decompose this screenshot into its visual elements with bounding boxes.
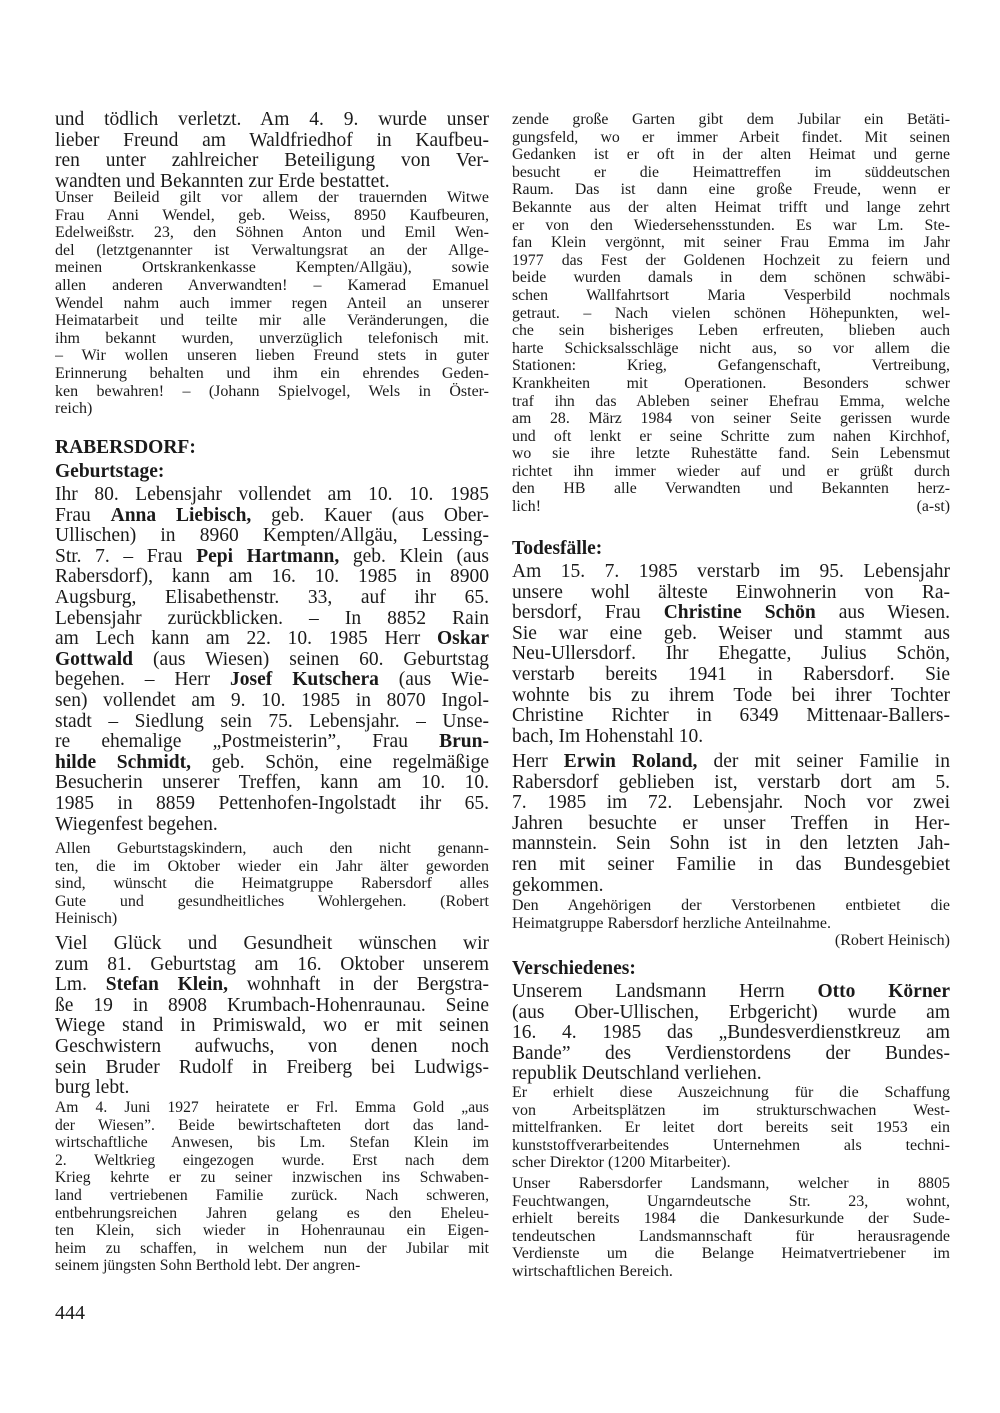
- bold-name: Oskar: [436, 629, 489, 650]
- text-line: [55, 712, 489, 733]
- text-line: [55, 629, 489, 650]
- text-segment: 2. Weltkrieg eingezogen wurde. Erst nach dem: [55, 1151, 489, 1169]
- text-line: [512, 1023, 950, 1044]
- text-line: [55, 259, 489, 277]
- text-line: [55, 858, 489, 876]
- text-line: [512, 1084, 950, 1102]
- text-segment: Wiegenfest begehen.: [55, 814, 218, 835]
- bold-name: Stefan Klein,: [105, 975, 228, 996]
- text-segment: meinen Ortskrankenkasse Kempten/Allgäu), sowie: [55, 259, 489, 277]
- text-line: [512, 269, 950, 287]
- text-line: [55, 1078, 489, 1099]
- text-segment: Ullischen) in 8960 Kempten/Allgäu, Lessing-: [55, 526, 489, 547]
- text-line: [55, 1134, 489, 1152]
- text-line: [512, 463, 950, 481]
- text-segment: ihm bekannt wurden, unverzüglich telefonisch mit.: [55, 329, 489, 347]
- text-line: [512, 706, 950, 727]
- text-line: [55, 996, 489, 1017]
- text-segment: lieber Freund am Waldfriedhof in Kaufbeu-: [55, 130, 489, 151]
- text-line: [512, 603, 950, 624]
- text-segment: geb. Kauer (aus Ober-: [251, 505, 489, 526]
- text-segment: Heinisch): [55, 910, 118, 928]
- text-segment: fan Klein vergönnt, mit seiner Frau Emma im Jahr: [512, 234, 950, 252]
- text-line: [55, 1037, 489, 1058]
- text-segment: er von den Wiedersehensstunden. Es war Lm. Ste-: [512, 216, 950, 234]
- author-signature: (Robert Heinisch): [834, 932, 950, 950]
- text-segment: richtet ihn immer wieder auf und er grüßt durch: [512, 462, 950, 480]
- text-segment: wo sie ihre letzte Ruhestätte fand. Sein Lebensmut: [512, 445, 950, 463]
- text-line: [55, 330, 489, 348]
- text-line: [55, 224, 489, 242]
- text-segment: ken bewahren! – (Johann Spielvogel, Wels in Öster-: [55, 382, 489, 400]
- text-segment: Neu-Ullersdorf. Ihr Ehegatte, Julius Schön,: [512, 644, 950, 665]
- text-line: [55, 547, 489, 568]
- text-line: [55, 732, 489, 753]
- text-segment: 16. 4. 1985 das „Bundesverdienstkreuz am: [512, 1023, 950, 1044]
- text-line: [55, 1240, 489, 1258]
- author-signature: (a-st): [916, 497, 950, 515]
- paragraph-lines: [512, 111, 950, 516]
- text-line: [512, 357, 950, 375]
- paragraph-landsmann-award: [512, 1175, 950, 1281]
- text-segment: Sie war eine geb. Weiser und stammt aus: [512, 623, 950, 644]
- text-segment: unsere wohl älteste Einwohnerin von Ra-: [512, 582, 950, 603]
- text-line: [512, 1102, 950, 1120]
- text-segment: harte Schicksalsschläge nicht aus, so vor allem die: [512, 339, 950, 357]
- text-segment: Viel Glück und Gesundheit wünschen wir: [55, 934, 489, 954]
- text-segment: Christine Richter in 6349 Mittenaar-Ballers-: [512, 706, 950, 727]
- text-segment: Heimatgruppe Rabersdorf herzliche Anteilnahme.: [512, 914, 831, 932]
- bold-name: Josef Kutschera: [230, 670, 379, 691]
- text-line: [512, 375, 950, 393]
- text-segment: mannstein. Sein Sohn ist in den letzten Jah-: [512, 834, 950, 855]
- text-line: [512, 322, 950, 340]
- text-line: [55, 485, 489, 506]
- text-segment: Wendel nahm auch immer regen Anteil an unserer: [55, 294, 489, 312]
- text-segment: aus Wiesen.: [815, 603, 950, 624]
- text-segment: (aus Wiesen) seinen 60. Geburtstag: [133, 649, 489, 670]
- text-line: [512, 773, 950, 794]
- text-line: [55, 400, 489, 418]
- text-line: [55, 934, 489, 955]
- text-line: [512, 445, 950, 463]
- text-segment: ren unter zahlreicher Beteiligung von Ver-: [55, 151, 489, 172]
- text-line: [55, 910, 489, 928]
- subheading-miscellaneous: Verschiedenes:: [512, 958, 636, 979]
- text-line: [512, 129, 950, 147]
- text-segment: ße 19 in 8908 Krumbach-Hohenraunau. Seine: [55, 995, 489, 1016]
- text-segment: 1977 das Fest der Goldenen Hochzeit zu feiern und: [512, 251, 950, 269]
- text-line: [55, 1058, 489, 1079]
- text-line: [512, 287, 950, 305]
- text-line: [512, 340, 950, 358]
- paragraph-funeral: [55, 110, 489, 192]
- text-segment: seinem jüngsten Sohn Berthold lebt. Der angren-: [55, 1257, 361, 1275]
- text-line: [55, 1222, 489, 1240]
- text-segment: der Wiesen”. Beide bewirtschafteten dort das land-: [55, 1116, 489, 1134]
- text-segment: Am 15. 7. 1985 verstarb im 95. Lebensjahr: [512, 562, 950, 582]
- text-segment: Krieg kehrte er zu seiner inzwischen ins Schwaben-: [55, 1169, 489, 1187]
- text-line: [55, 588, 489, 609]
- text-line: [55, 295, 489, 313]
- text-segment: Erinnerung behalten und ihm ein ehrendes Geden-: [55, 364, 489, 382]
- text-segment: heim zu schaffen, in welchem nun der Jubilar mit: [55, 1239, 489, 1257]
- text-segment: entbehrungsreichen Jahren gelang es den Eheleu-: [55, 1204, 489, 1222]
- text-line: [55, 347, 489, 365]
- text-line: [512, 562, 950, 583]
- text-line: [55, 650, 489, 671]
- text-line: [512, 876, 950, 897]
- text-line: [55, 242, 489, 260]
- text-line: [512, 428, 950, 446]
- text-line: [55, 1257, 489, 1275]
- text-line: [55, 975, 489, 996]
- text-segment: land vertriebenen Familie zurück. Nach schweren,: [55, 1186, 489, 1204]
- text-line: [512, 727, 950, 748]
- text-line: [512, 498, 950, 516]
- text-line: [55, 670, 489, 691]
- text-line: [512, 199, 950, 217]
- text-line: [55, 207, 489, 225]
- text-line: [512, 1137, 950, 1155]
- text-segment: Raum. Das ist dann eine große Freude, wenn er: [512, 181, 950, 199]
- text-segment: Verdienste um die Belange Heimatvertriebener im: [512, 1245, 950, 1263]
- text-line: [512, 1210, 950, 1228]
- text-line: [55, 840, 489, 858]
- text-segment: burg lebt.: [55, 1078, 130, 1099]
- text-segment: scher Direktor (1200 Mitarbeiter).: [512, 1154, 731, 1172]
- text-line: [512, 855, 950, 876]
- text-segment: Den Angehörigen der Verstorbenen entbietet die: [512, 897, 950, 914]
- text-segment: und oft lenkt er seine Schritte zum nahen Kirchhof,: [512, 427, 950, 445]
- text-segment: wirtschaftliche Anwesen, bis Lm. Stefan Klein im: [55, 1134, 489, 1152]
- text-segment: Jahren besuchte er unser Treffen in Her-: [512, 813, 950, 834]
- text-segment: lich!: [512, 498, 541, 516]
- text-segment: ren mit seiner Familie in das Bundesgebiet: [512, 854, 950, 875]
- text-line: [512, 1154, 950, 1172]
- text-segment: Krankheiten mit Operationen. Besonders schwer: [512, 374, 950, 392]
- paragraph-condolences: [55, 189, 489, 418]
- text-segment: Besucherin unserer Treffen, kann am 10. 10.: [55, 773, 489, 794]
- text-line: [55, 773, 489, 794]
- text-segment: den HB alle Verwandten und Bekannten herz-: [512, 480, 950, 498]
- text-segment: ten Klein, sich wieder in Hohenraunau ein Eigen-: [55, 1222, 489, 1240]
- text-line: [55, 815, 489, 836]
- text-segment: traf ihn das Ableben seiner Ehefrau Emma, welche: [512, 392, 950, 410]
- text-segment: Unserem Landsmann Herrn: [512, 982, 818, 1002]
- text-line: [512, 305, 950, 323]
- text-line: [512, 915, 950, 933]
- text-segment: am Lech kann am 22. 10. 1985 Herr: [55, 629, 437, 650]
- text-line: [512, 1263, 950, 1281]
- text-segment: Herr: [512, 752, 564, 772]
- text-segment: wohnhaft in der Bergstra-: [227, 975, 489, 996]
- text-segment: und tödlich verletzt. Am 4. 9. wurde unser: [55, 110, 489, 130]
- text-segment: von Arbeitsplätzen im strukturschwachen West-: [512, 1101, 950, 1119]
- text-segment: gungsfeld, wo er immer Arbeit findet. Mit seinen: [512, 128, 950, 146]
- text-segment: besucht er die Heimattreffen im süddeutschen: [512, 163, 950, 181]
- text-segment: republik Deutschland verliehen.: [512, 1064, 762, 1085]
- text-line: [512, 665, 950, 686]
- text-segment: allen anderen Anverwandten! – Kamerad Emanuel: [55, 276, 489, 294]
- text-line: [512, 686, 950, 707]
- text-segment: Allen Geburtstagskindern, auch den nicht genann-: [55, 840, 489, 857]
- text-line: [512, 644, 950, 665]
- text-segment: mittelfranken. Er leitet dort bereits seit 1953 ein: [512, 1119, 950, 1137]
- text-segment: 1985 in 8859 Pettenhofen-Ingolstadt ihr 65.: [55, 793, 489, 814]
- text-segment: Geschwistern aufwuchs, von denen noch: [55, 1036, 489, 1057]
- text-line: [55, 1187, 489, 1205]
- bold-name: Pepi Hartmann,: [196, 546, 340, 567]
- text-line: [55, 526, 489, 547]
- bold-name: Gottwald: [55, 649, 133, 670]
- text-line: [55, 875, 489, 893]
- bold-name: hilde Schmidt,: [55, 752, 192, 773]
- text-segment: Augsburg, Elisabethenstr. 33, auf ihr 65.: [55, 587, 489, 608]
- bold-name: Erwin Roland,: [563, 752, 698, 772]
- text-segment: tendeutschen Landsmannschaft für herausragende: [512, 1227, 950, 1245]
- text-line: [512, 982, 950, 1003]
- text-segment: 7. 1985 im 72. Lebensjahr. Noch vor zwei: [512, 793, 950, 814]
- text-segment: Edelweißstr. 23, den Söhnen Anton und Emil Wen-: [55, 224, 489, 242]
- subheading-birthdays: Geburtstage:: [55, 461, 165, 482]
- text-line: [512, 583, 950, 604]
- text-segment: schen Wallfahrtsort Maria Vesperbild nochmals: [512, 286, 950, 304]
- paragraph-lines: [512, 897, 950, 932]
- text-line: [512, 164, 950, 182]
- text-segment: kunststoffverarbeitendes Unternehmen als techni-: [512, 1136, 950, 1154]
- paragraph-otto-koerner: [512, 982, 950, 1085]
- text-line: [512, 480, 950, 498]
- text-line: [512, 252, 950, 270]
- text-line: [512, 1193, 950, 1211]
- subheading-deaths: Todesfälle:: [512, 538, 603, 559]
- text-segment: geb. Schön, eine regelmäßige: [191, 752, 489, 773]
- text-line: [512, 752, 950, 773]
- text-line: [512, 410, 950, 428]
- bold-name: Otto Körner: [817, 982, 950, 1002]
- text-segment: Er erhielt diese Auszeichnung für die Schaffung: [512, 1084, 950, 1101]
- text-line: [55, 151, 489, 172]
- text-line: [55, 893, 489, 911]
- text-line: [512, 793, 950, 814]
- text-segment: Stationen: Krieg, Gefangenschaft, Vertreibung,: [512, 357, 950, 375]
- text-segment: Lm.: [55, 975, 106, 996]
- bold-name: Christine Schön: [663, 603, 816, 624]
- text-line: [512, 146, 950, 164]
- text-segment: wohnte bis zu ihrem Tode bei ihrer Tochter: [512, 685, 950, 706]
- text-segment: Rabersdorf), kann am 16. 10. 1985 in 8900: [55, 567, 489, 588]
- text-segment: del (letztgenannter ist Verwaltungsrat an der Allge-: [55, 241, 489, 259]
- text-segment: geb. Klein (aus: [339, 546, 489, 567]
- text-line: [512, 217, 950, 235]
- text-line: [55, 506, 489, 527]
- paragraph-birthday-wishes: [55, 840, 489, 928]
- paragraph-stefan-klein-continued: [512, 111, 950, 516]
- text-line: [55, 1016, 489, 1037]
- text-line: [55, 383, 489, 401]
- text-segment: sind, wünscht die Heimatgruppe Rabersdorf alles: [55, 875, 489, 893]
- text-line: [512, 1003, 950, 1024]
- paragraph-stefan-klein-biography: [55, 1099, 489, 1275]
- paragraph-erwin-roland: [512, 752, 950, 896]
- text-segment: Frau: [55, 505, 111, 526]
- text-segment: Bekannte aus der alten Heimat trifft und lange zehrt: [512, 198, 950, 216]
- text-segment: Am 4. Juni 1927 heiratete er Frl. Emma Gold „aus: [55, 1099, 489, 1116]
- text-segment: bersdorf, Frau: [512, 603, 664, 624]
- text-line: [55, 277, 489, 295]
- text-segment: Lebensjahr zurückblicken. – In 8852 Rain: [55, 608, 489, 629]
- text-line: [512, 1119, 950, 1137]
- text-segment: wandten und Bekannten zur Erde bestattet.: [55, 171, 390, 192]
- text-segment: Str. 7. – Frau: [55, 546, 197, 567]
- text-line: [55, 1152, 489, 1170]
- text-segment: reich): [55, 400, 93, 418]
- text-line: [55, 110, 489, 131]
- text-segment: der mit seiner Familie in: [697, 752, 950, 772]
- text-line: [512, 1044, 950, 1065]
- paragraph-stefan-klein: [55, 934, 489, 1099]
- text-segment: ten, die im Oktober wieder ein Jahr älter geworden: [55, 857, 489, 875]
- text-line: [55, 131, 489, 152]
- bold-name: Anna Liebisch,: [110, 505, 252, 526]
- text-line: [55, 609, 489, 630]
- text-line: [512, 1064, 950, 1085]
- text-segment: zum 81. Geburtstag am 16. Oktober unserem: [55, 954, 489, 975]
- text-line: [512, 624, 950, 645]
- text-segment: (aus Ober-Ullischen, Erbgericht) wurde am: [512, 1002, 950, 1023]
- text-segment: gekommen.: [512, 875, 604, 896]
- text-segment: Frau Anni Wendel, geb. Weiss, 8950 Kaufbeuren,: [55, 206, 489, 224]
- text-line: [55, 691, 489, 712]
- text-segment: Unser Rabersdorfer Landsmann, welcher in 8805: [512, 1175, 950, 1192]
- text-segment: Ihr 80. Lebensjahr vollendet am 10. 10. 1985: [55, 485, 489, 505]
- text-segment: zende große Garten gibt dem Jubilar ein Betäti-: [512, 111, 950, 128]
- text-segment: stadt – Siedlung sein 75. Lebensjahr. – Unse-: [55, 711, 489, 732]
- text-segment: beide wurden damals in dem schönen schwäbi-: [512, 269, 950, 287]
- text-segment: erhielt bereits 1984 die Dankesurkunde der Sude-: [512, 1210, 950, 1228]
- text-segment: Bande” des Verdienstordens der Bundes-: [512, 1043, 950, 1064]
- text-line: [55, 567, 489, 588]
- section-heading-rabersdorf: RABERSDORF:: [55, 437, 196, 458]
- text-segment: bach, Im Hohenstahl 10.: [512, 726, 704, 747]
- text-segment: che sein bisheriges Leben erfreuten, blieben auch: [512, 322, 950, 340]
- text-line: [55, 189, 489, 207]
- text-segment: am 28. März 1984 von seiner Seite gerissen wurde: [512, 410, 950, 428]
- text-line: [512, 234, 950, 252]
- text-segment: getraut. – Nach vielen schönen Höhepunkten, wel-: [512, 304, 950, 322]
- paragraph-christine-schoen: [512, 562, 950, 747]
- text-line: [55, 1205, 489, 1223]
- text-segment: Heimatarbeit und teilte mir alle Veränderungen, die: [55, 312, 489, 330]
- text-segment: re ehemalige „Postmeisterin”, Frau: [55, 732, 440, 753]
- paragraph-birthdays: [55, 485, 489, 835]
- text-line: [55, 1169, 489, 1187]
- text-line: [512, 814, 950, 835]
- text-segment: Unser Beileid gilt vor allem der trauernden Witwe: [55, 189, 489, 206]
- text-line: [55, 1117, 489, 1135]
- text-line: [55, 955, 489, 976]
- text-segment: wirtschaftlichen Bereich.: [512, 1262, 673, 1280]
- text-segment: Feuchtwangen, Ungarndeutsche Str. 23, wohnt,: [512, 1192, 950, 1210]
- bold-name: Brun-: [439, 732, 489, 753]
- text-segment: sen) vollendet am 9. 10. 1985 in 8070 Ingol-: [55, 690, 489, 711]
- text-segment: Gedanken ist er oft in der alten Heimat und gerne: [512, 146, 950, 164]
- text-line: [55, 365, 489, 383]
- text-line: [512, 1175, 950, 1193]
- paragraph-sympathy: [512, 897, 950, 950]
- text-segment: begehen. – Herr: [55, 670, 231, 691]
- text-line: [512, 834, 950, 855]
- text-line: [55, 312, 489, 330]
- text-line: [55, 753, 489, 774]
- text-segment: Rabersdorf geblieben ist, verstarb dort am 5.: [512, 772, 950, 793]
- text-line: [55, 794, 489, 815]
- text-line: [512, 1245, 950, 1263]
- text-line: [512, 393, 950, 411]
- text-segment: (aus Wie-: [378, 670, 489, 691]
- text-line: [512, 897, 950, 915]
- text-segment: verstarb bereits 1941 in Rabersdorf. Sie: [512, 664, 950, 685]
- text-segment: sein Bruder Rudolf in Freiberg bei Ludwigs-: [55, 1057, 489, 1078]
- text-line: [55, 1099, 489, 1117]
- paragraph-award-reason: [512, 1084, 950, 1172]
- text-segment: Wiege stand in Primiswald, wo er mit seinen: [55, 1016, 489, 1037]
- text-segment: – Wir wollen unseren lieben Freund stets in guter: [55, 347, 489, 365]
- text-line: [512, 111, 950, 129]
- text-segment: Gute und gesundheitliches Wohlergehen. (Robert: [55, 892, 489, 910]
- text-line: [512, 1228, 950, 1246]
- text-line: [512, 181, 950, 199]
- page-number: 444: [55, 1302, 85, 1324]
